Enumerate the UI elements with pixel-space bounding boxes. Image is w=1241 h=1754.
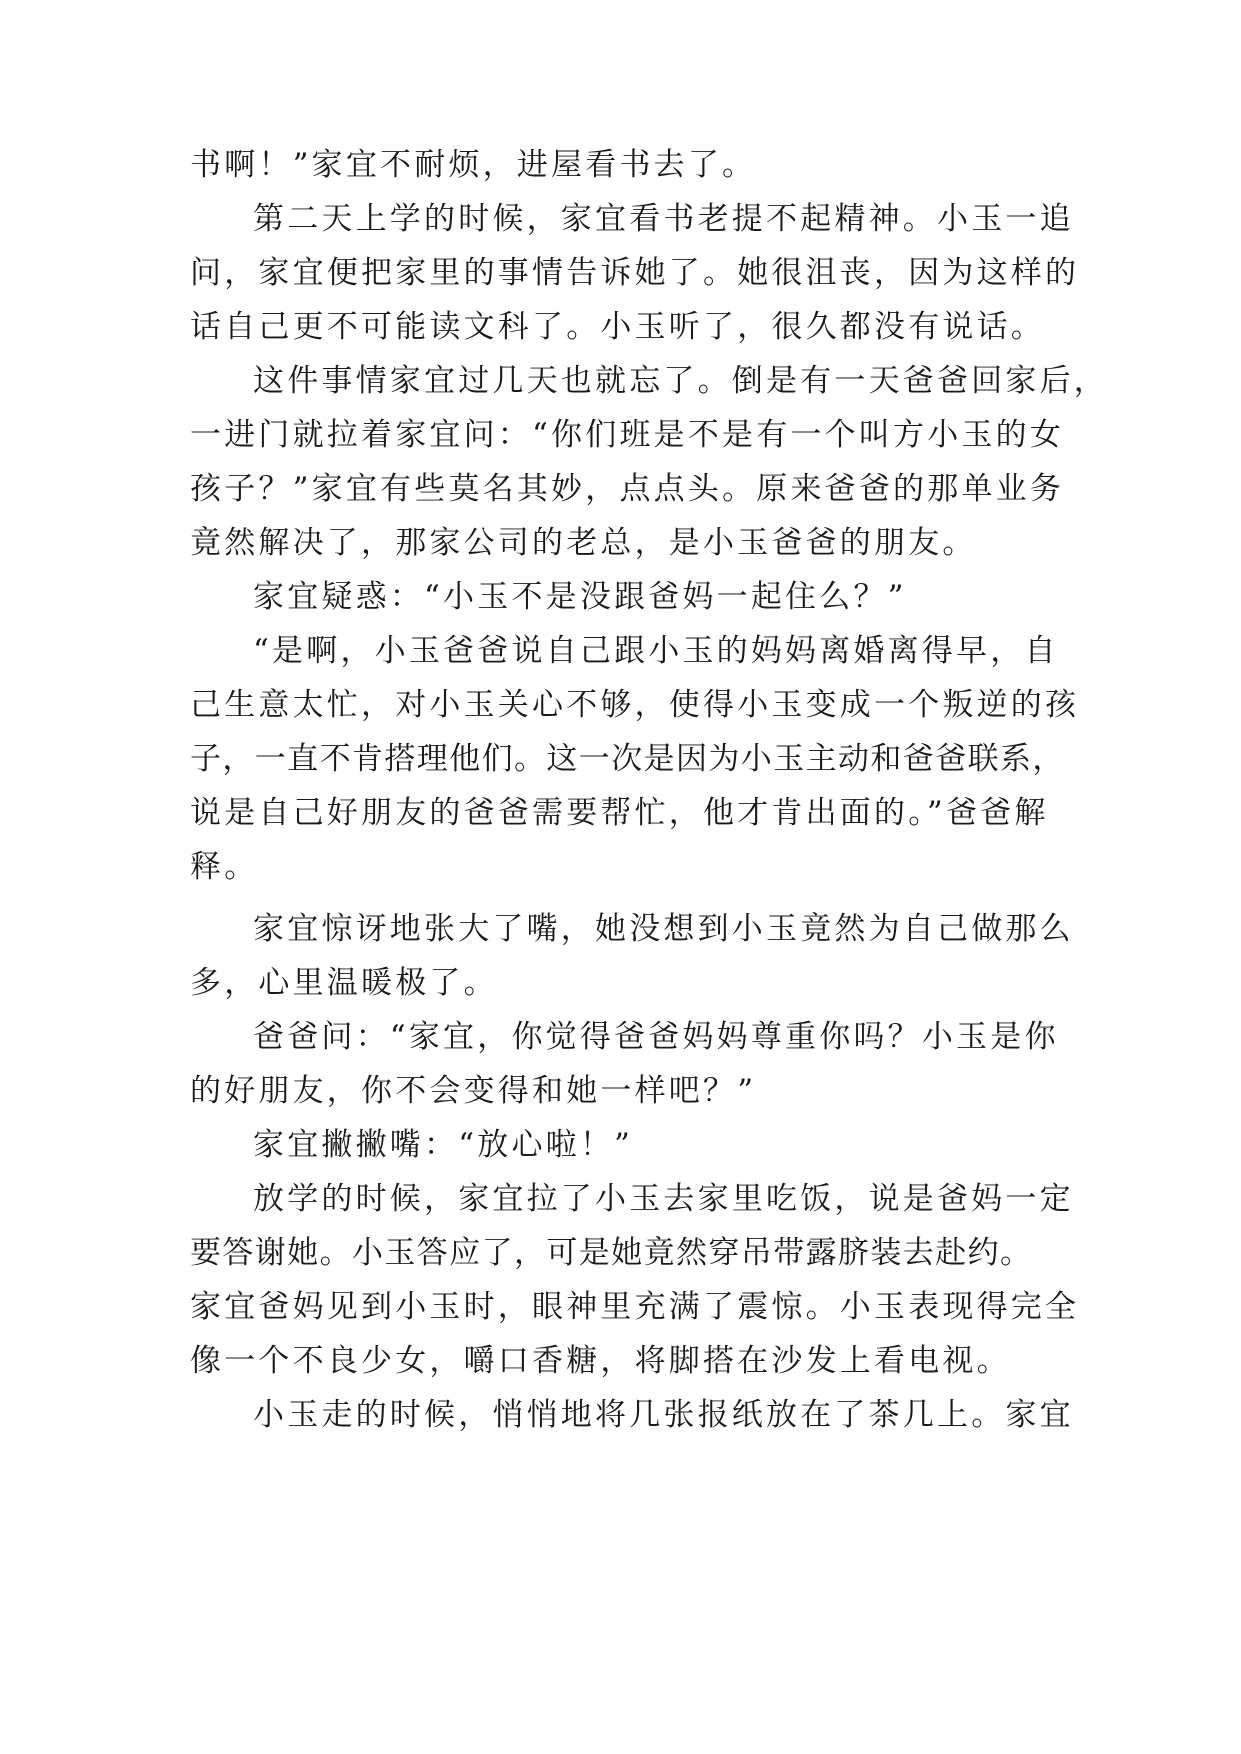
text-line-23: 像一个不良少女，嚼口香糖，将脚搭在沙发上看电视。 — [190, 1343, 1011, 1379]
text-line-13: 说是自己好朋友的爸爸需要帮忙，他才肯出面的。”爸爸解 — [190, 795, 1049, 831]
text-line-20: 放学的时候，家宜拉了小玉去家里吃饭，说是爸妈一定 — [253, 1181, 1074, 1217]
text-line-18: 的好朋友，你不会变得和她一样吧？” — [190, 1073, 757, 1109]
text-line-19: 家宜撇撇嘴：“放心啦！” — [253, 1127, 634, 1163]
text-line-6: 一进门就拉着家宜问：“你们班是不是有一个叫方小玉的女 — [190, 417, 1065, 453]
text-line-3: 问，家宜便把家里的事情告诉她了。她很沮丧，因为这样的 — [190, 255, 1080, 291]
text-line-1: 书啊！”家宜不耐烦，进屋看书去了。 — [190, 147, 757, 183]
text-line-24: 小玉走的时候，悄悄地将几张报纸放在了茶几上。家宜 — [253, 1397, 1074, 1433]
text-line-2: 第二天上学的时候，家宜看书老提不起精神。小玉一追 — [253, 201, 1074, 237]
text-line-8: 竟然解决了，那家公司的老总，是小玉爸爸的朋友。 — [190, 525, 977, 561]
text-line-4: 话自己更不可能读文科了。小玉听了，很久都没有说话。 — [190, 309, 1045, 345]
text-line-14: 释。 — [190, 849, 259, 885]
text-line-5: 这件事情家宜过几天也就忘了。倒是有一天爸爸回家后， — [253, 363, 1108, 399]
text-line-7: 孩子？”家宜有些莫名其妙，点点头。原来爸爸的那单业务 — [190, 471, 1065, 507]
text-line-21: 要答谢她。小玉答应了，可是她竟然穿吊带露脐装去赴约。 — [190, 1235, 1033, 1271]
text-line-15: 家宜惊讶地张大了嘴，她没想到小玉竟然为自己做那么 — [253, 911, 1074, 947]
text-line-17: 爸爸问：“家宜，你觉得爸爸妈妈尊重你吗？小玉是你 — [253, 1019, 1059, 1055]
text-line-12: 子，一直不肯搭理他们。这一次是因为小玉主动和爸爸联系， — [190, 741, 1065, 777]
text-line-22: 家宜爸妈见到小玉时，眼神里充满了震惊。小玉表现得完全 — [190, 1289, 1080, 1325]
text-line-10: “是啊，小玉爸爸说自己跟小玉的妈妈离婚离得早，自 — [253, 633, 1059, 669]
text-line-9: 家宜疑惑：“小玉不是没跟爸妈一起住么？” — [253, 579, 907, 615]
text-line-11: 己生意太忙，对小玉关心不够，使得小玉变成一个叛逆的孩 — [190, 687, 1080, 723]
text-line-16: 多，心里温暖极了。 — [190, 965, 498, 1001]
